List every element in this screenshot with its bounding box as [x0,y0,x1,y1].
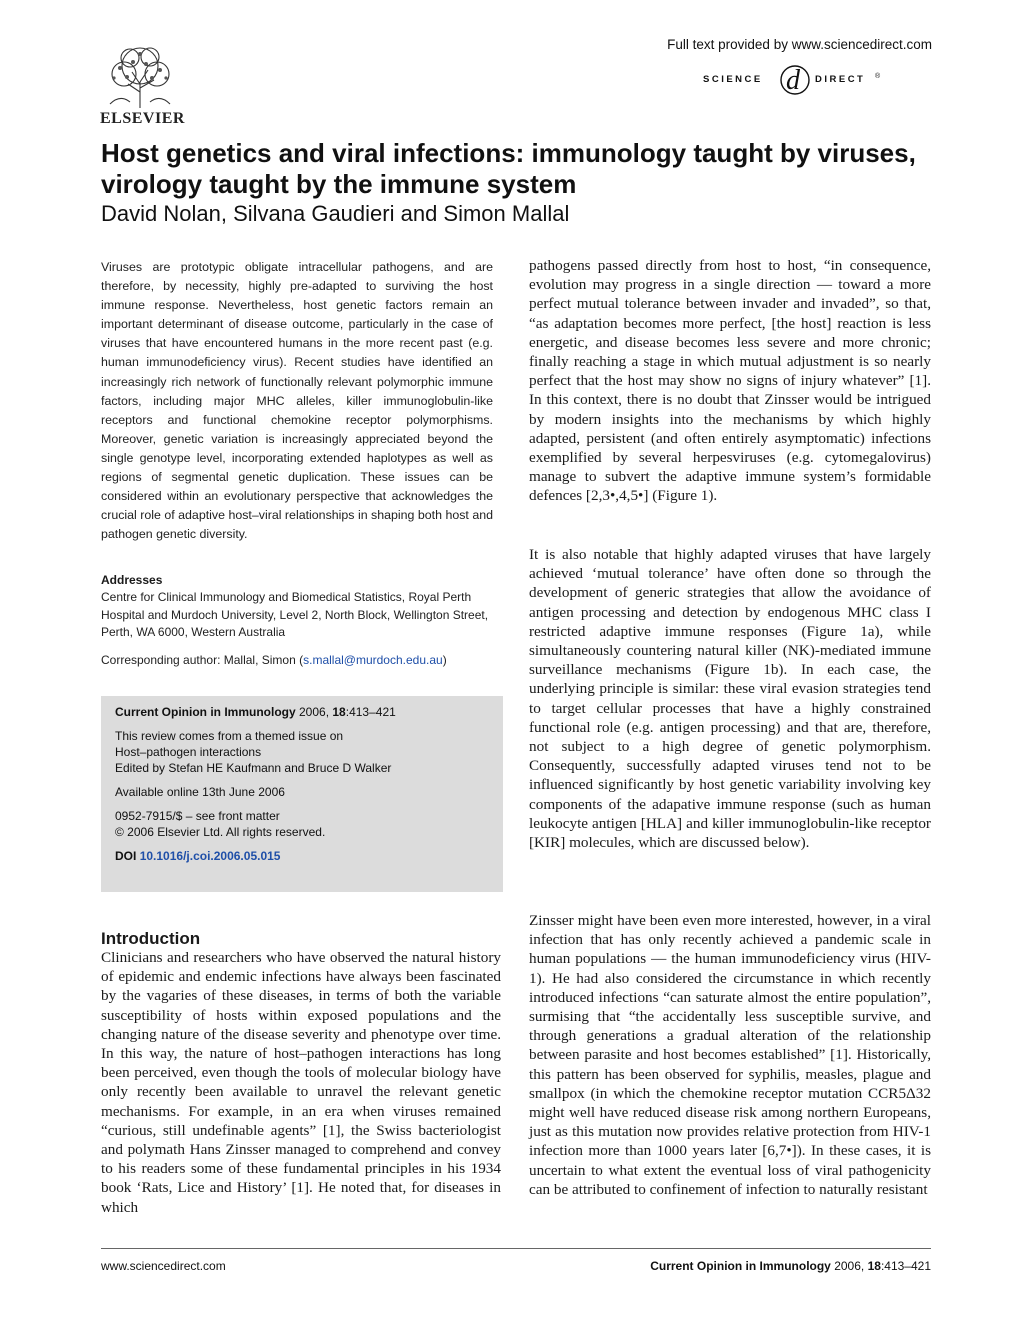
footer-pages: :413–421 [880,1259,931,1273]
body-paragraph-3: Zinsser might have been even more interested, however, in a viral infection that has only recently achieved a pandemic scale in human populations — the human immunodeficiency virus (HIV-1). He had also considered the circumstance in which recently introduced infections “can saturate almost the entire population”, surmising that “the accidentally less susceptible survive, and through generations a gradual alteration of the relationship between parasite and host becomes established” [1]. Historically, this pattern has been observed for syphilis, measles, plague and smallpox (in which the chemokine receptor mutation CCR5Δ32 might well have reduced disease risk among northern Europeans, just as this mutation now provides relative protection from HIV-1 infection more than 1000 years later [6,7•]). In these cases, it is uncertain to what extent the eventual loss of viral pathogenicity can be attributed to confinement of infection to naturally resistant [529,912,931,1198]
sd-logo-left: SCIENCE [703,74,763,85]
introduction-text: Clinicians and researchers who have observed the natural history of epidemic and endemic infections have always been fascinated by the vagaries of these diseases, in terms of both the variable susceptibility of hosts within exposed populations and the changing nature of the disease severity and phenotype over time. In this way, the nature of host–pathogen interactions has long been perceived, even though the tools of molecular biology have only recently been available to unravel the relevant genetic mechanisms. For example, in an era when viruses remained “curious, still undefinable agents” [1], the Swiss bacteriologist and polymath Hans Zinsser managed to comprehend and convey to his readers some of these fundamental principles in his 1934 book ‘Rats, Lice and History’ [1]. He noted that, for diseases in which [101,949,501,1216]
corresponding-suffix: ) [442,653,447,667]
addresses-heading: Addresses [101,573,163,587]
infobox-doi-label: DOI [115,849,137,863]
footer-rule [101,1248,931,1249]
publisher-logo-text: ELSEVIER [100,110,185,127]
article-authors: David Nolan, Silvana Gaudieri and Simon Mallal [101,201,570,226]
infobox-journal: Current Opinion in Immunology [115,705,296,719]
body-paragraph-2: It is also notable that highly adapted viruses that have largely achieved ‘mutual tolerance’ have often done so through the development of generic strategies that allow the avoidance of antigen processing and detection by endogenous MHC class I restricted adaptive immune responses (Figure 1a), while simultaneously countering natural killer (NK)-mediated immune surveillance mechanisms (Figure 1b). In each case, the underlying principle is similar: these viral evasion strategies tend to target cellular processes that have a highly constrained functional role (e.g. antigen processing) and that are, therefore, not subject to a high degree of genetic polymorphism. Consequently, successfully adapted viruses tend not to be influenced significantly by host genetic variability involving key components of the adapative immune response (such as human leukocyte antigen [HLA] and killer immunoglobulin-like receptor [KIR] molecules, which are discussed below). [529,546,931,852]
infobox-issue [115,728,396,776]
infobox-year: 2006, [299,705,330,719]
addresses: Centre for Clinical Immunology and Biomedical Statistics, Royal Perth Hospital and Murdoch University, Level 2, North Block, Wellington Street, Perth, WA 6000, Western Australia [101,590,489,640]
footer-citation [650,1259,931,1273]
infobox-issue-line1: This review comes from a themed issue on [115,729,344,743]
full-text-notice[interactable]: Full text provided by www.sciencedirect.com [667,37,932,52]
infobox-issue-line2: Host–pathogen interactions [115,745,262,759]
corresponding-author [101,653,493,667]
footer-year: 2006, [834,1259,865,1273]
infobox-doi [115,848,396,864]
corresponding-prefix: Corresponding author: Mallal, Simon ( [101,653,304,667]
infobox-available: Available online 13th June 2006 [115,785,285,799]
infobox-issn: 0952-7915/$ – see front matter [115,809,280,823]
footer-volume: 18 [867,1259,881,1273]
svg-text:d: d [786,65,800,96]
infobox-citation [115,704,396,720]
article-info-box [101,696,503,892]
footer-journal: Current Opinion in Immunology [650,1259,831,1273]
sd-logo-right: DIRECT [815,74,866,85]
abstract: Viruses are prototypic obligate intracellular pathogens, and are therefore, by necessity, highly pre-adapted to surviving the host immune response. Nevertheless, host genetic factors remain an important determinant of disease outcome, particularly in the case of viruses that have encountered humans in the more recent past (e.g. human immunodeficiency virus). Recent studies have identified an increasingly rich network of functionally relevant polymorphic immune factors, including major MHC alleles, killer immunoglobulin-like receptors and functional chemokine receptor polymorphisms. Moreover, genetic variation is increasingly appreciated beyond the single genotype level, incorporating extended haplotypes as well as regions of segmental genetic duplication. These issues can be considered within an evolutionary perspective that acknowledges the crucial role of adaptive host–viral relationships in shaping both host and pathogen genetic diversity. [101,260,493,542]
infobox-pages: :413–421 [345,705,396,719]
body-paragraph-1: pathogens passed directly from host to host, “in consequence, evolution may progress in a single direction — toward a more perfect mutual tolerance between invader and invaded”, so that, “as adaptation becomes more perfect, [the host] reaction is less energetic, and disease becomes less severe and more chronic; finally reaching a stage in which mutual adjustment is so nearly perfect that the host may show no signs of injury whatever” [1]. In this context, there is no doubt that Zinsser would be intrigued by modern insights into the mechanisms by which highly adapted, persistent (and often entirely asymptomatic) infections exemplified by several herpesviruses (e.g. cytomegalovirus) manage to subvert the adaptive immune system’s formidable defences [2,3•,4,5•] (Figure 1). [529,257,931,505]
doi-link[interactable]: 10.1016/j.coi.2006.05.015 [139,849,281,863]
infobox-volume: 18 [332,705,346,719]
svg-text:®: ® [875,73,881,80]
infobox-issue-line3: Edited by Stefan HE Kaufmann and Bruce D Walker [115,761,392,775]
elsevier-tree-logo [100,44,180,110]
introduction-heading: Introduction [101,929,201,948]
footer-website[interactable]: www.sciencedirect.com [101,1259,226,1273]
sciencedirect-logo [703,58,939,100]
article-title: Host genetics and viral infections: immunology taught by viruses, virology taught by the immune system [101,138,916,199]
corresponding-email-link[interactable]: s.mallal@murdoch.edu.au [303,653,443,667]
infobox-copyright: © 2006 Elsevier Ltd. All rights reserved. [115,825,326,839]
infobox-rights [115,808,396,840]
